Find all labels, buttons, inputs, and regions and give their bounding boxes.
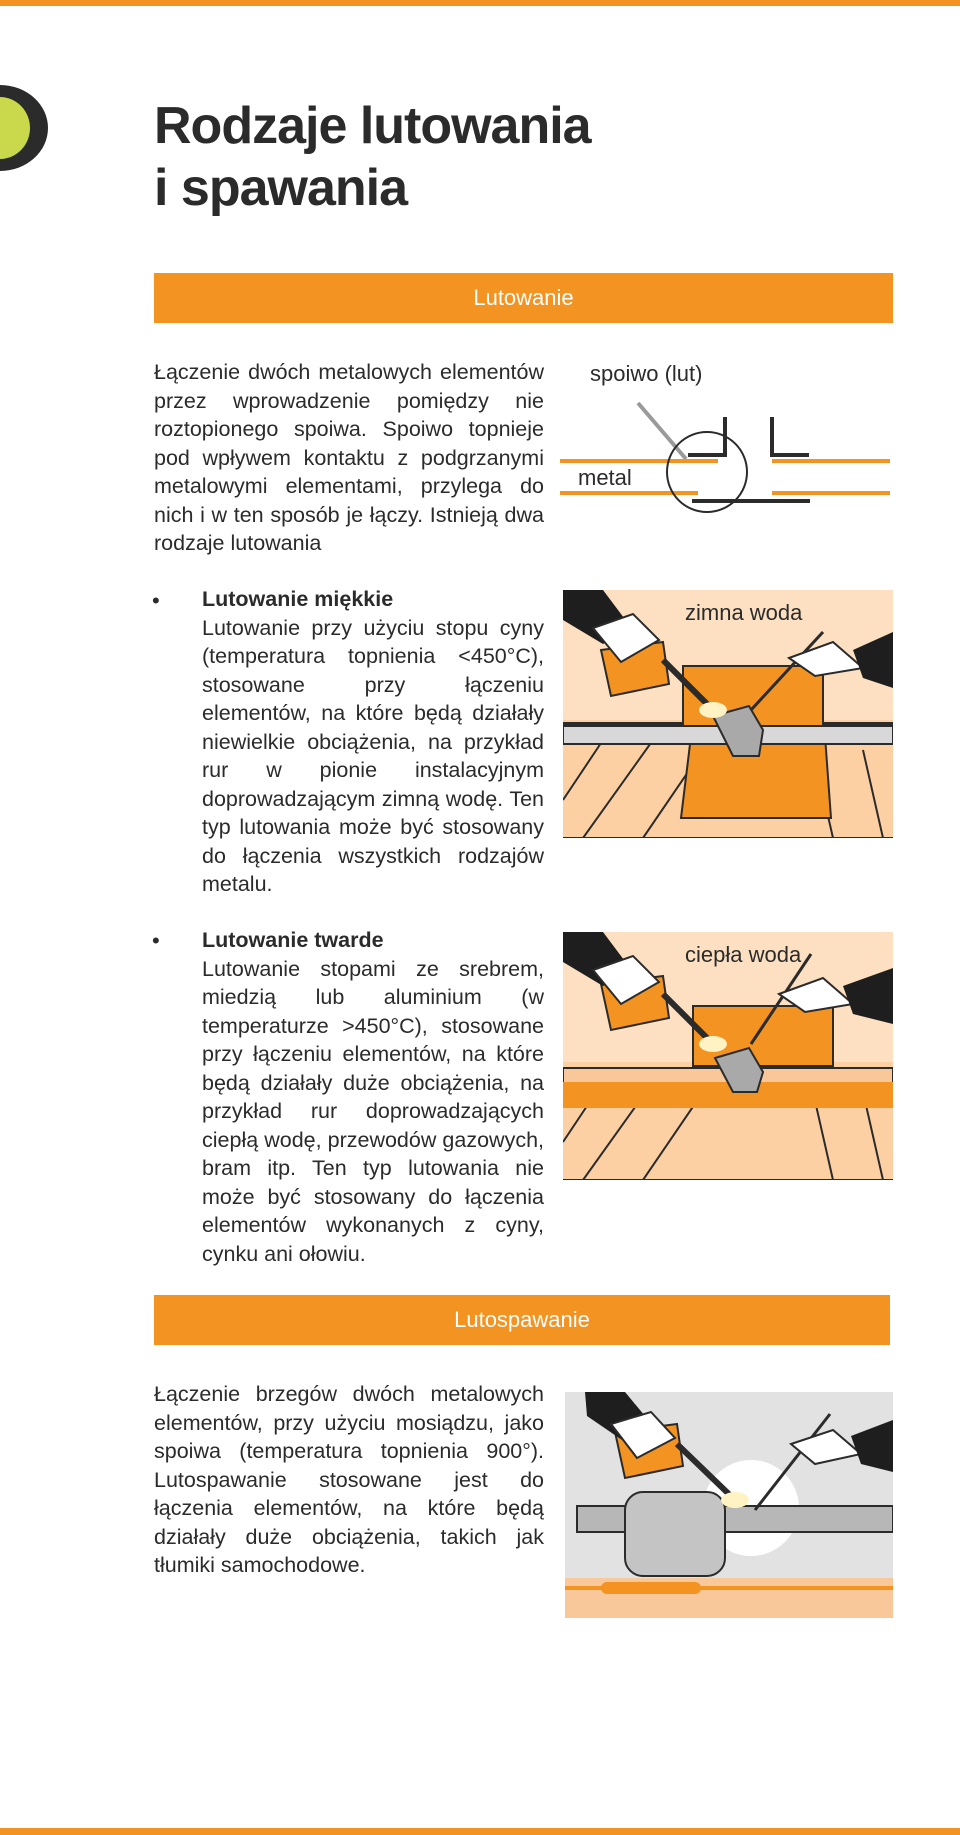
diagram-label-metal: metal [578, 465, 632, 490]
page-title-line-1: Rodzaje lutowania [154, 97, 591, 155]
top-accent-bar [0, 0, 960, 6]
brazing-illustration [565, 1392, 893, 1618]
hard-soldering-title: Lutowanie twarde [202, 928, 384, 952]
brazing-text: Łączenie brzegów dwóch metalowych elementów, przy użyciu mosiądzu, jako spoiwa (temperatura topnienia 900°). Lutospawanie stosowane jest do łączenia elementów, na które będą działały duże obciążenia, takich jak tłumiki samochodowe. [154, 1382, 544, 1577]
bullet-dot: • [152, 928, 160, 953]
section-header-soldering: Lutowanie [154, 273, 893, 323]
soft-soldering-illustration [563, 590, 893, 838]
bullet-soft-soldering [202, 585, 544, 899]
hard-soldering-text: Lutowanie stopami ze srebrem, miedzią lub aluminium (w temperaturze >450°C), stosowane przy łączeniu elementów, na które będą działały duże obciążenia, na przykład rur doprowadzających ciepłą wodę, przewodów gazowych, bram itp. Ten typ lutowania nie może być stosowany do łączenia elementów wykonanych z cyny, cynku ani ołowiu. [202, 956, 544, 1266]
page-title-line-2: i spawania [154, 159, 407, 217]
hard-soldering-illustration [563, 932, 893, 1180]
bottom-accent-bar [0, 1828, 960, 1835]
soft-soldering-image-label: zimna woda [685, 600, 803, 625]
page-title [154, 95, 591, 219]
soft-soldering-title: Lutowanie miękkie [202, 587, 394, 611]
half-circle-mark-icon [0, 85, 112, 171]
bullet-dot: • [152, 588, 160, 613]
joint-diagram [560, 355, 896, 525]
soldering-intro-text: Łączenie dwóch metalowych elementów przez wprowadzenie pomiędzy nie roztopionego spoiwa. Spoiwo topnieje pod wpływem kontaktu z podgrzanymi metalowymi elementami, przylega do nich i w ten sposób je łączy. Istnieją dwa rodzaje lutowania [154, 360, 544, 555]
section-header-brazing: Lutospawanie [154, 1295, 890, 1345]
soft-soldering-text: Lutowanie przy użyciu stopu cyny (temperatura topnienia <450°C), stosowane przy łączeniu elementów, na które będą działały niewielkie obciążenia, na przykład rur w pionie instalacyjnym doprowadzającym zimną wodę. Ten typ lutowania może być stosowany do łączenia wszystkich rodzajów metalu. [202, 615, 544, 896]
hard-soldering-image-label: ciepła woda [685, 942, 802, 967]
bullet-hard-soldering [202, 926, 544, 1268]
diagram-label-filler: spoiwo (lut) [590, 361, 703, 386]
